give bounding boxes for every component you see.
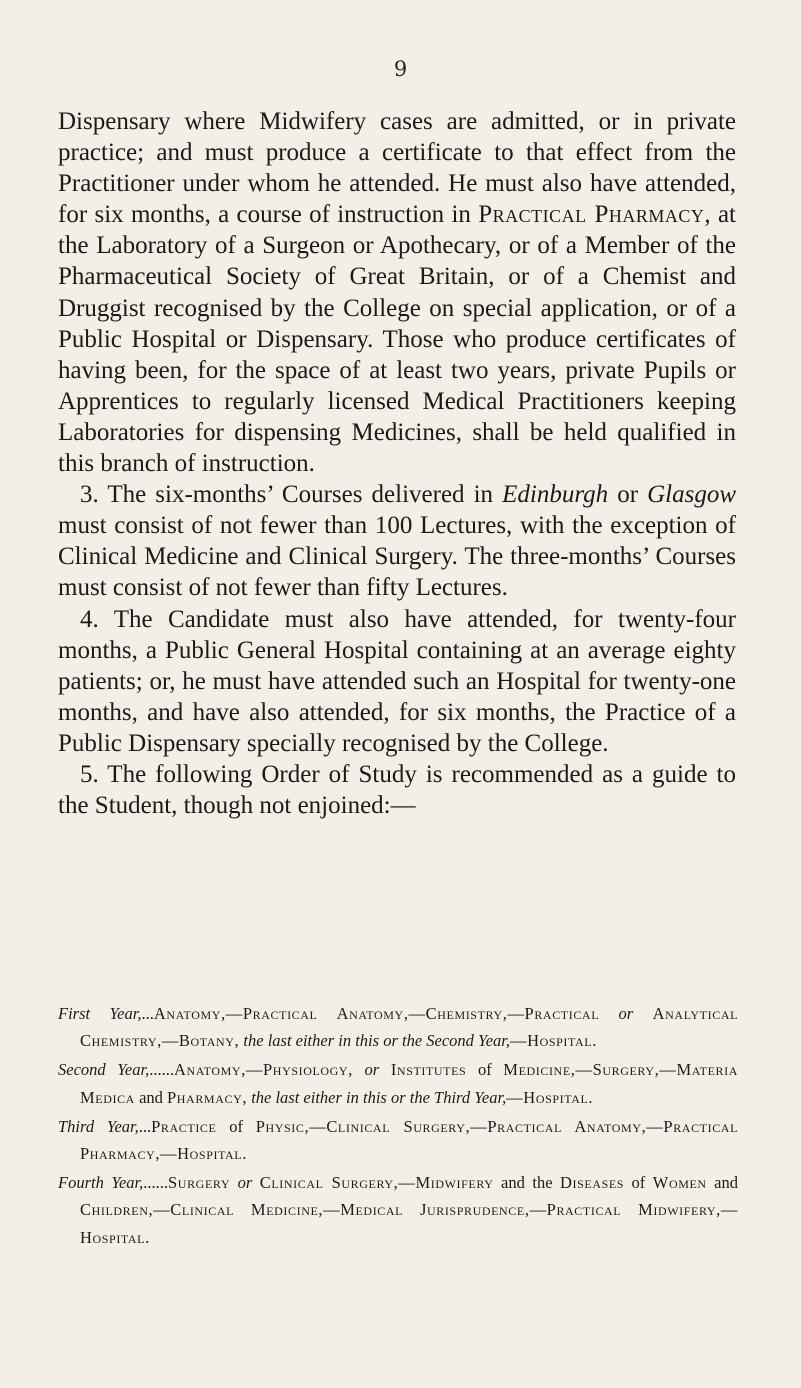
- main-text: [58, 106, 736, 821]
- pharmacy-term: Pharmacy,: [167, 1087, 248, 1107]
- paragraph-3-text-cont: must consist of not fewer than 100 Lectures, with the exception of Clinical Medicine and Clinical Surgery. The three-months’ Courses must consist of not fewer than fifty Lectures.: [58, 512, 736, 602]
- paragraph-4: 4. The Candidate must also have attended, for twenty-four months, a Public General Hospital containing at an average eighty patients; or, he must have attended such an Hospital for twenty-one months, and have also attended, for six months, the Practice of a Public Dispensary specially recognised by the College.: [58, 605, 736, 757]
- diseases-term: Diseases: [560, 1173, 625, 1193]
- second-year-note: the last either in this or the Third Year,: [251, 1087, 507, 1107]
- leader-dots: ...: [141, 1004, 154, 1023]
- or-word: or: [364, 1060, 380, 1080]
- second-year-label: Second Year,: [58, 1060, 150, 1080]
- first-year-note: the last either in this or the Second Year,: [243, 1031, 510, 1051]
- paragraph-1-text-cont: , at the Laboratory of a Surgeon or Apothecary, or of a Member of the Pharmaceutical Society of Great Britain, or of a Chemist and Druggist recognised by the College on special application, or of a Public Hospital or Dispensary. Those who produce certificates of having been, for the space of at least two years, private Pupils or Apprentices to regularly licensed Medical Practitioners keeping Laboratories for dispensing Medicines, shall be held qualified in this branch of instruction.: [58, 201, 736, 478]
- second-year-courses: Anatomy,—Physiology,: [173, 1060, 353, 1080]
- paragraph-3: [58, 479, 736, 603]
- third-year-label: Third Year,: [58, 1116, 139, 1136]
- practice-term: Practice: [151, 1116, 217, 1136]
- fourth-year-courses: Clinical Surgery,—Midwifery: [259, 1173, 494, 1193]
- practical-pharmacy-term: Practical Pharmacy: [478, 201, 705, 229]
- and-word: and: [139, 1087, 163, 1107]
- city-glasgow: Glasgow: [647, 481, 737, 509]
- order-of-study: [58, 1000, 738, 1253]
- leader-dots: ...: [138, 1116, 152, 1136]
- paragraph-3-or: or: [608, 481, 648, 509]
- second-year-courses-cont: Medicine,—Surgery,—Materia Medica: [80, 1060, 738, 1107]
- fourth-year-courses-cont: Children,—Clinical Medicine,—Medical Jurisprudence,—Practical Midwifery,—Hospital.: [80, 1200, 738, 1247]
- city-edinburgh: Edinburgh: [502, 481, 609, 509]
- third-year-courses: Physic,—Clinical Surgery,—Practical Anatomy,—Practical Pharmacy,—Hospital.: [80, 1116, 738, 1164]
- study-first-year: [58, 1000, 738, 1054]
- study-second-year: [58, 1056, 738, 1110]
- of-word: of: [477, 1060, 492, 1080]
- and-the-words: and the: [501, 1173, 553, 1193]
- surgery-term: Surgery: [168, 1173, 231, 1193]
- and-word: and: [714, 1173, 738, 1193]
- fourth-year-label: Fourth Year,: [58, 1173, 144, 1193]
- or-word: or: [237, 1173, 253, 1193]
- first-year-label: First Year,: [58, 1004, 142, 1023]
- first-year-hospital: —Hospital.: [510, 1031, 597, 1051]
- women-term: Women: [652, 1173, 707, 1193]
- institutes-term: Institutes: [390, 1060, 467, 1080]
- of-word: of: [229, 1116, 243, 1136]
- study-third-year: [58, 1113, 738, 1167]
- first-year-courses-cont: Analytical Chemistry,—Botany,: [80, 1004, 739, 1051]
- paragraph-3-text: 3. The six-months’ Courses delivered in: [80, 481, 503, 509]
- paragraph-1-text: Dispensary where Midwifery cases are admitted, or in private practice; and must produce a certificate to that effect from the Practitioner under whom he attended. He must also have attended, for six months, a course of instruction in: [58, 108, 736, 229]
- first-year-courses: Anatomy,—Practical Anatomy,—Chemistry,—Practical: [153, 1004, 600, 1023]
- leader-dots: ......: [143, 1173, 169, 1193]
- study-fourth-year: [58, 1169, 738, 1251]
- leader-dots: ......: [149, 1060, 174, 1080]
- paragraph-1: [58, 106, 736, 479]
- page-number: 9: [393, 57, 408, 81]
- of-word: of: [631, 1173, 646, 1193]
- or-word: or: [618, 1004, 634, 1023]
- second-year-hospital: —Hospital.: [506, 1087, 594, 1107]
- paragraph-5: 5. The following Order of Study is recommended as a guide to the Student, though not enjoined:—: [58, 760, 736, 820]
